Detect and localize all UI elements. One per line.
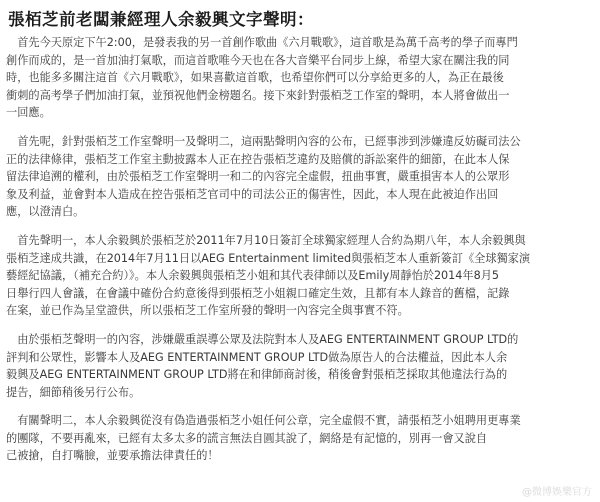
text-line: 一回應。: [6, 106, 51, 120]
text-line: 日舉行四人會議，在會議中確份合約意後得到張栢芝小姐親口確定生效，且都有本人錄音的舊檔，記錄: [6, 286, 510, 300]
text-line: 首先呢，針對張栢芝工作室聲明一及聲明二，這兩點聲明內容的公布，已經事涉到涉嫌違反妨礙司法公: [6, 134, 521, 148]
paragraph-legal-action: [6, 331, 594, 401]
text-line: 的團隊，不要再亂來，已經有太多太多的謊言無法自圓其說了，網絡是有記憶的，別再一會又說自: [6, 431, 488, 445]
text-line: 正的法律條律，張栢芝工作室主動披露本人正在控告張栢芝違約及賠償的訴訟案件的細節，在此本人保: [6, 152, 510, 166]
statement-body: [6, 34, 594, 476]
paragraph-song-announcement: [6, 34, 594, 122]
text-line: 評判和公眾性，影響本人及AEG ENTERTAINMENT GROUP LTD做為原告人的合法權益，因此本人余: [6, 350, 508, 364]
paragraph-response-intro: [6, 133, 594, 221]
text-line: 張栢芝達成共識，在2014年7月11日以AEG Entertainment limited與張栢芝本人重新簽訂《全球獨家演: [6, 251, 531, 265]
text-line: 由於張栢芝聲明一的內容，涉嫌嚴重誤導公眾及法院對本人及AEG ENTERTAINMENT GROUP LTD的: [6, 332, 519, 346]
text-line: 在案，並已作為呈堂證供，所以張栢芝工作室所發的聲明一內容完全與事實不符。: [6, 304, 409, 318]
text-line: 己被搶，自打嘴臉，並要承擔法律責任的！: [6, 449, 219, 463]
weibo-watermark: @微博娛樂官方: [522, 487, 592, 498]
text-line: 首先今天原定下午2:00，是發表我的另一首創作歌曲《六月戰歌》，這首歌是為萬千高考的學子而專門: [6, 36, 518, 49]
text-line: 創作而成的，是一首加油打氣歌，而這首歌唯今天也在各大音樂平台同步上線，希望大家在關注我的同: [6, 53, 510, 67]
text-line: 首先聲明一，本人余毅興於張栢芝於2011年7月10日簽訂全球獨家經理人合約為期八年，本人余毅興與: [6, 233, 526, 247]
paragraph-statement-two: [6, 412, 594, 465]
paragraph-statement-one: [6, 232, 594, 320]
text-line: 有關聲明二，本人余毅興從沒有偽造過張栢芝小姐任何公章，完全虛假不實，請張栢芝小姐聘用更專業: [6, 414, 521, 428]
text-line: 藝經紀協議，（補充合約）》。本人余毅興與張栢芝小姐和其代表律師以及Emily周靜怡於2014年8月5: [6, 269, 500, 283]
text-line: 提告，細節稍後另行公布。: [6, 385, 141, 399]
text-line: 衝刺的高考學子們加油打氣，並預祝他們金榜題名。接下來針對張栢芝工作室的聲明，本人將會做出一: [6, 88, 510, 102]
text-line: 時，也能多多關注這首《六月戰歌》，如果喜歡這首歌，也希望你們可以分享給更多的人，為正在最後: [6, 71, 504, 85]
text-line: 留法律追溯的權利，由於張栢芝工作室聲明一和二的內容完全虛假，扭曲事實，嚴重損害本人的公眾形: [6, 170, 510, 184]
text-line: 象及利益，並會對本人造成在控告張栢芝官司中的司法公正的傷害性，因此，本人現在此被迫作出回: [6, 187, 499, 201]
text-line: 毅興及AEG ENTERTAINMENT GROUP LTD將在和律師商討後，稍後會對張栢芝採取其他違法行為的: [6, 368, 508, 382]
page-title: 張栢芝前老闆兼經理人余毅興文字聲明：: [8, 10, 314, 29]
text-line: 應，以澄清白。: [6, 205, 85, 219]
